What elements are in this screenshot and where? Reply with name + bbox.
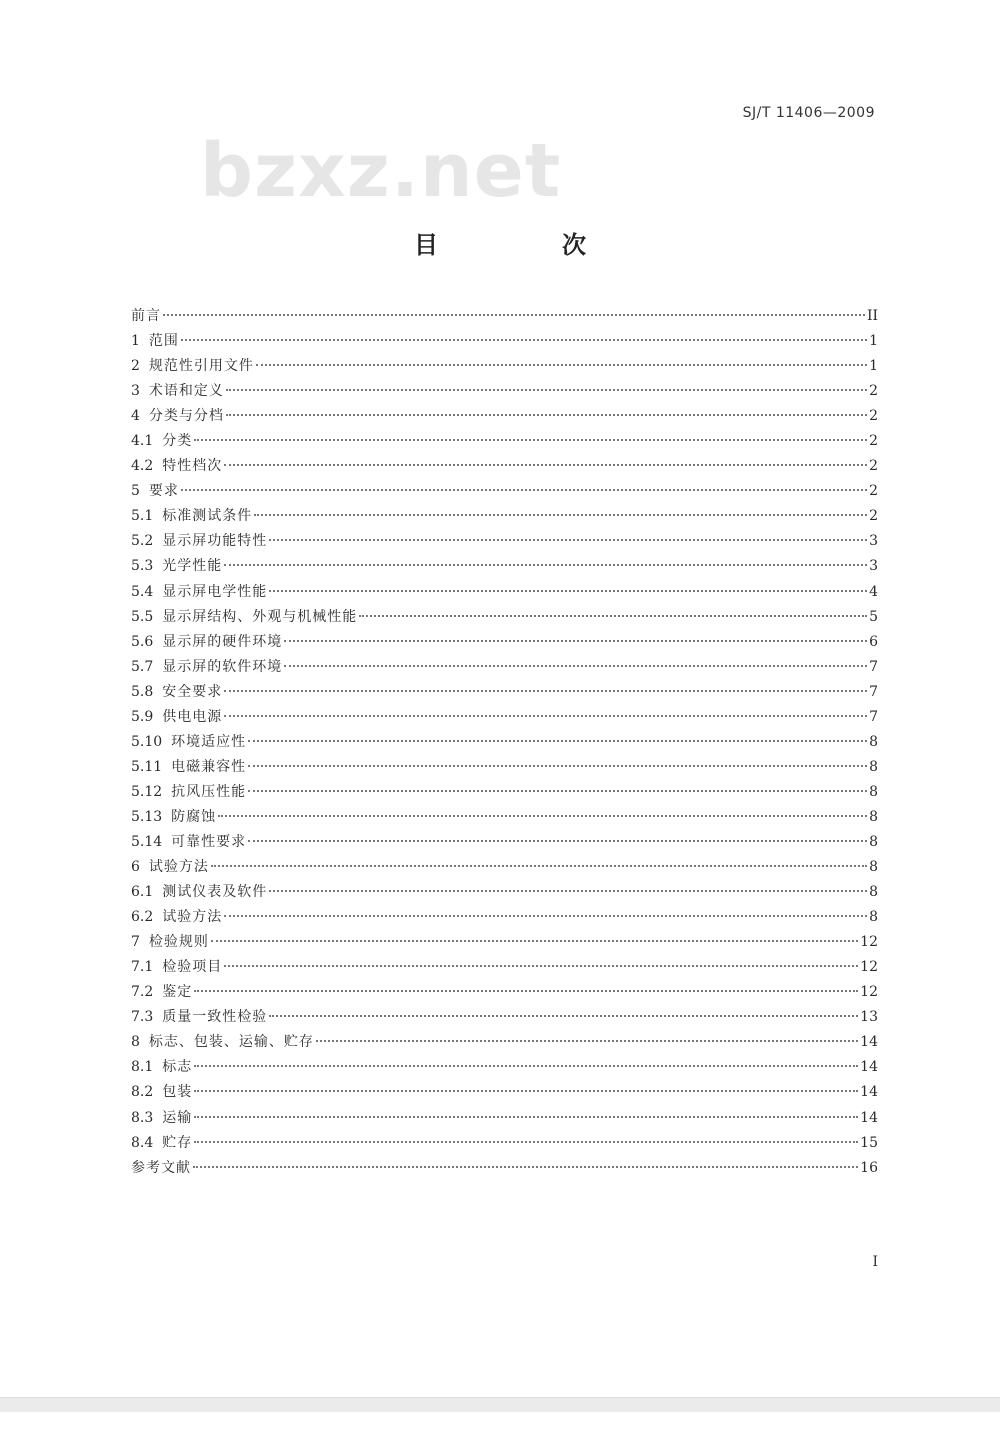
toc-dot-leader bbox=[269, 1015, 858, 1017]
toc-entry-label bbox=[131, 1156, 191, 1181]
toc-entry-label bbox=[131, 655, 282, 680]
toc-entry-page: 12 bbox=[860, 959, 878, 976]
toc-entry-number: 5.8 bbox=[131, 683, 154, 700]
toc-entry-title: 特性档次 bbox=[162, 458, 223, 475]
toc-dot-leader bbox=[224, 564, 867, 566]
toc-entry-number: 7.2 bbox=[131, 984, 154, 1001]
toc-entry[interactable] bbox=[131, 1055, 878, 1080]
toc-entry-label bbox=[131, 780, 246, 805]
toc-entry-title: 分类 bbox=[162, 433, 193, 450]
toc-entry-number: 6.1 bbox=[131, 884, 154, 901]
toc-dot-leader bbox=[248, 765, 867, 767]
toc-dot-leader bbox=[194, 439, 867, 441]
toc-entry-number: 8 bbox=[131, 1034, 140, 1051]
toc-entry-title: 前言 bbox=[131, 308, 161, 324]
toc-entry-page: 3 bbox=[869, 533, 878, 550]
toc-entry-label bbox=[131, 404, 224, 429]
toc-entry-number: 5.4 bbox=[131, 583, 154, 600]
toc-entry[interactable] bbox=[131, 955, 878, 980]
toc-entry-label bbox=[131, 504, 252, 529]
toc-dot-leader bbox=[224, 915, 867, 917]
toc-dot-leader bbox=[163, 314, 865, 316]
toc-entry[interactable] bbox=[131, 880, 878, 905]
toc-dot-leader bbox=[194, 1141, 858, 1143]
viewer-bottom-bar bbox=[0, 1397, 1000, 1412]
toc-entry-title: 可靠性要求 bbox=[171, 833, 247, 850]
toc-entry-page: 15 bbox=[860, 1134, 878, 1151]
toc-entry-number: 5 bbox=[131, 483, 140, 500]
toc-entry-label bbox=[131, 630, 282, 655]
toc-dot-leader bbox=[194, 1065, 858, 1067]
toc-entry-page: 1 bbox=[869, 358, 878, 375]
toc-entry-number: 5.1 bbox=[131, 508, 154, 525]
toc-entry[interactable] bbox=[131, 855, 878, 880]
toc-entry-title: 规范性引用文件 bbox=[148, 358, 254, 375]
toc-entry-title: 标准测试条件 bbox=[162, 508, 253, 525]
toc-entry-number: 7.3 bbox=[131, 1009, 154, 1026]
toc-entry-number: 2 bbox=[131, 358, 140, 375]
toc-entry-number: 5.12 bbox=[131, 783, 163, 800]
toc-entry[interactable] bbox=[131, 980, 878, 1005]
toc-dot-leader bbox=[269, 590, 867, 592]
toc-dot-leader bbox=[269, 890, 867, 892]
toc-entry-page: 3 bbox=[869, 558, 878, 575]
toc-entry[interactable] bbox=[131, 329, 878, 354]
toc-entry-label bbox=[131, 805, 216, 830]
toc-entry-title: 供电电源 bbox=[162, 708, 223, 725]
toc-entry-number: 7 bbox=[131, 934, 140, 951]
toc-dot-leader bbox=[181, 339, 867, 341]
toc-entry-label bbox=[131, 980, 192, 1005]
toc-entry-title: 质量一致性检验 bbox=[162, 1009, 268, 1026]
toc-dot-leader bbox=[194, 990, 858, 992]
toc-entry-page: 8 bbox=[869, 758, 878, 775]
toc-entry-label bbox=[131, 329, 179, 354]
toc-entry-number: 1 bbox=[131, 333, 140, 350]
toc-entry-title: 显示屏的软件环境 bbox=[162, 658, 283, 675]
toc-entry-title: 运输 bbox=[162, 1109, 193, 1126]
toc-entry-page: 2 bbox=[869, 483, 878, 500]
toc-entry-page: 14 bbox=[860, 1059, 878, 1076]
toc-entry-page: 8 bbox=[869, 833, 878, 850]
toc-entry[interactable] bbox=[131, 805, 878, 830]
toc-entry-page: 8 bbox=[869, 859, 878, 876]
toc-entry-title: 显示屏的硬件环境 bbox=[162, 633, 283, 650]
toc-entry[interactable] bbox=[131, 605, 878, 630]
toc-dot-leader bbox=[248, 790, 867, 792]
toc-entry-title: 检验项目 bbox=[162, 959, 223, 976]
toc-entry-number: 5.9 bbox=[131, 708, 154, 725]
toc-entry[interactable] bbox=[131, 1005, 878, 1030]
toc-entry-page: 14 bbox=[860, 1084, 878, 1101]
toc-dot-leader bbox=[269, 539, 867, 541]
toc-entry[interactable] bbox=[131, 1131, 878, 1156]
toc-dot-leader bbox=[248, 740, 867, 742]
toc-entry-number: 8.2 bbox=[131, 1084, 154, 1101]
toc-entry-page: 16 bbox=[860, 1159, 878, 1176]
toc-entry-number: 3 bbox=[131, 383, 140, 400]
toc-entry-page: 8 bbox=[869, 884, 878, 901]
toc-dot-leader bbox=[224, 965, 858, 967]
toc-entry[interactable] bbox=[131, 755, 878, 780]
toc-entry-title: 包装 bbox=[162, 1084, 193, 1101]
toc-dot-leader bbox=[226, 389, 867, 391]
toc-dot-leader bbox=[316, 1040, 858, 1042]
toc-entry-label bbox=[131, 554, 222, 579]
toc-dot-leader bbox=[211, 940, 858, 942]
toc-entry-page: 2 bbox=[869, 408, 878, 425]
toc-entry[interactable] bbox=[131, 404, 878, 429]
toc-entry[interactable] bbox=[131, 830, 878, 855]
toc-entry-label bbox=[131, 880, 267, 905]
toc-entry-number: 8.3 bbox=[131, 1109, 154, 1126]
toc-entry-page: 5 bbox=[869, 608, 878, 625]
toc-dot-leader bbox=[256, 364, 867, 366]
toc-entry-title: 分类与分档 bbox=[148, 408, 224, 425]
toc-dot-leader bbox=[218, 815, 867, 817]
toc-entry-page: 14 bbox=[860, 1109, 878, 1126]
toc-entry[interactable] bbox=[131, 780, 878, 805]
toc-entry-title: 试验方法 bbox=[148, 859, 209, 876]
toc-entry-page: 12 bbox=[860, 934, 878, 951]
toc-entry-label bbox=[131, 930, 209, 955]
toc-entry-number: 4.2 bbox=[131, 458, 154, 475]
toc-entry-label bbox=[131, 354, 254, 379]
toc-entry-page: 7 bbox=[869, 683, 878, 700]
toc-entry-title: 测试仪表及软件 bbox=[162, 884, 268, 901]
toc-dot-leader bbox=[181, 489, 867, 491]
toc-entry-number: 4.1 bbox=[131, 433, 154, 450]
toc-entry-page: 8 bbox=[869, 909, 878, 926]
toc-entry[interactable] bbox=[131, 429, 878, 454]
toc-title: 目 次 bbox=[414, 231, 636, 259]
toc-entry-label bbox=[131, 730, 246, 755]
toc-entry[interactable] bbox=[131, 1106, 878, 1131]
toc-dot-leader bbox=[284, 640, 867, 642]
page-number: I bbox=[872, 1254, 878, 1270]
toc-entry-page: 8 bbox=[869, 808, 878, 825]
toc-entry-page: 14 bbox=[860, 1034, 878, 1051]
toc-entry-title: 显示屏结构、外观与机械性能 bbox=[162, 608, 358, 625]
toc-entry-page: 7 bbox=[869, 708, 878, 725]
toc-dot-leader bbox=[194, 1116, 858, 1118]
toc-entry[interactable] bbox=[131, 655, 878, 680]
toc-entry-label bbox=[131, 830, 246, 855]
toc-dot-leader bbox=[224, 690, 867, 692]
toc-entry-number: 5.6 bbox=[131, 633, 154, 650]
toc-entry[interactable] bbox=[131, 554, 878, 579]
toc-dot-leader bbox=[194, 1090, 858, 1092]
toc-entry-page: 2 bbox=[869, 383, 878, 400]
toc-dot-leader bbox=[359, 615, 867, 617]
toc-entry-number: 7.1 bbox=[131, 959, 154, 976]
toc-entry-title: 标志、包装、运输、贮存 bbox=[148, 1034, 314, 1051]
toc-entry-title: 抗风压性能 bbox=[171, 783, 247, 800]
toc-entry-label bbox=[131, 1030, 314, 1055]
toc-entry-title: 安全要求 bbox=[162, 683, 223, 700]
toc-entry-label bbox=[131, 1106, 192, 1131]
toc-entry[interactable] bbox=[131, 730, 878, 755]
toc-entry-label bbox=[131, 855, 209, 880]
toc-entry-page: 2 bbox=[869, 508, 878, 525]
toc-entry-number: 5.13 bbox=[131, 808, 163, 825]
toc-entry-label bbox=[131, 605, 357, 630]
toc-entry[interactable] bbox=[131, 454, 878, 479]
toc-entry[interactable] bbox=[131, 1156, 878, 1181]
toc-entry-title: 环境适应性 bbox=[171, 733, 247, 750]
toc-entry-label bbox=[131, 479, 179, 504]
toc-entry-label bbox=[131, 705, 222, 730]
toc-dot-leader bbox=[254, 514, 867, 516]
toc-dot-leader bbox=[226, 414, 867, 416]
toc-entry-number: 6 bbox=[131, 859, 140, 876]
toc-entry-title: 鉴定 bbox=[162, 984, 193, 1001]
toc-entry-page: 4 bbox=[869, 583, 878, 600]
toc-entry-title: 要求 bbox=[148, 483, 179, 500]
toc-entry[interactable] bbox=[131, 630, 878, 655]
toc-entry-label bbox=[131, 755, 246, 780]
toc-entry-label bbox=[131, 379, 224, 404]
toc-entry-page: 7 bbox=[869, 658, 878, 675]
toc-entry-number: 8.4 bbox=[131, 1134, 154, 1151]
toc-entry[interactable] bbox=[131, 905, 878, 930]
toc-entry-number: 5.2 bbox=[131, 533, 154, 550]
toc-entry-title: 范围 bbox=[148, 333, 179, 350]
toc-entry-label bbox=[131, 1131, 192, 1156]
table-of-contents bbox=[131, 304, 878, 1181]
toc-entry-number: 5.14 bbox=[131, 833, 163, 850]
toc-entry-title: 显示屏电学性能 bbox=[162, 583, 268, 600]
toc-dot-leader bbox=[224, 715, 867, 717]
toc-entry[interactable] bbox=[131, 479, 878, 504]
toc-entry-title: 试验方法 bbox=[162, 909, 223, 926]
toc-entry[interactable] bbox=[131, 529, 878, 554]
toc-entry-page: 13 bbox=[860, 1009, 878, 1026]
toc-entry-title: 贮存 bbox=[162, 1134, 193, 1151]
toc-entry-page: 8 bbox=[869, 733, 878, 750]
toc-entry-page: 12 bbox=[860, 984, 878, 1001]
toc-entry-title: 参考文献 bbox=[131, 1159, 191, 1176]
standard-code: SJ/T 11406—2009 bbox=[742, 105, 875, 121]
toc-entry-title: 检验规则 bbox=[148, 934, 209, 951]
toc-entry[interactable] bbox=[131, 680, 878, 705]
toc-entry-page: 1 bbox=[869, 333, 878, 350]
toc-entry-label bbox=[131, 905, 222, 930]
toc-entry-number: 5.5 bbox=[131, 608, 154, 625]
toc-entry[interactable] bbox=[131, 1080, 878, 1105]
toc-entry-title: 显示屏功能特性 bbox=[162, 533, 268, 550]
toc-entry-title: 电磁兼容性 bbox=[171, 758, 247, 775]
toc-dot-leader bbox=[193, 1166, 858, 1168]
toc-entry-title: 光学性能 bbox=[162, 558, 223, 575]
toc-entry-number: 5.11 bbox=[131, 758, 163, 775]
toc-entry-label bbox=[131, 955, 222, 980]
watermark: bzxz.net bbox=[200, 128, 562, 214]
toc-entry-title: 防腐蚀 bbox=[171, 808, 217, 825]
toc-entry-label bbox=[131, 454, 222, 479]
toc-entry-label bbox=[131, 429, 192, 454]
toc-entry[interactable] bbox=[131, 304, 878, 329]
toc-entry-label bbox=[131, 529, 267, 554]
toc-entry[interactable] bbox=[131, 379, 878, 404]
toc-entry-number: 6.2 bbox=[131, 909, 154, 926]
toc-entry-number: 8.1 bbox=[131, 1059, 154, 1076]
toc-entry-number: 5.3 bbox=[131, 558, 154, 575]
toc-entry[interactable] bbox=[131, 930, 878, 955]
toc-entry-label bbox=[131, 1080, 192, 1105]
toc-entry-page: 2 bbox=[869, 458, 878, 475]
toc-entry-page: 2 bbox=[869, 433, 878, 450]
toc-dot-leader bbox=[284, 665, 867, 667]
toc-entry-title: 术语和定义 bbox=[148, 383, 224, 400]
toc-entry-number: 5.10 bbox=[131, 733, 163, 750]
toc-entry-number: 4 bbox=[131, 408, 140, 425]
toc-entry-label bbox=[131, 1005, 267, 1030]
toc-entry-label bbox=[131, 580, 267, 605]
toc-entry-page: II bbox=[866, 308, 878, 324]
toc-entry-label bbox=[131, 304, 161, 329]
toc-entry[interactable] bbox=[131, 504, 878, 529]
toc-entry-page: 6 bbox=[869, 633, 878, 650]
toc-entry-label bbox=[131, 680, 222, 705]
toc-entry-page: 8 bbox=[869, 783, 878, 800]
toc-dot-leader bbox=[211, 865, 867, 867]
toc-entry-label bbox=[131, 1055, 192, 1080]
toc-entry[interactable] bbox=[131, 1030, 878, 1055]
toc-dot-leader bbox=[224, 464, 867, 466]
toc-entry-title: 标志 bbox=[162, 1059, 193, 1076]
toc-dot-leader bbox=[248, 840, 867, 842]
toc-entry[interactable] bbox=[131, 354, 878, 379]
toc-entry-number: 5.7 bbox=[131, 658, 154, 675]
toc-entry[interactable] bbox=[131, 580, 878, 605]
toc-entry[interactable] bbox=[131, 705, 878, 730]
